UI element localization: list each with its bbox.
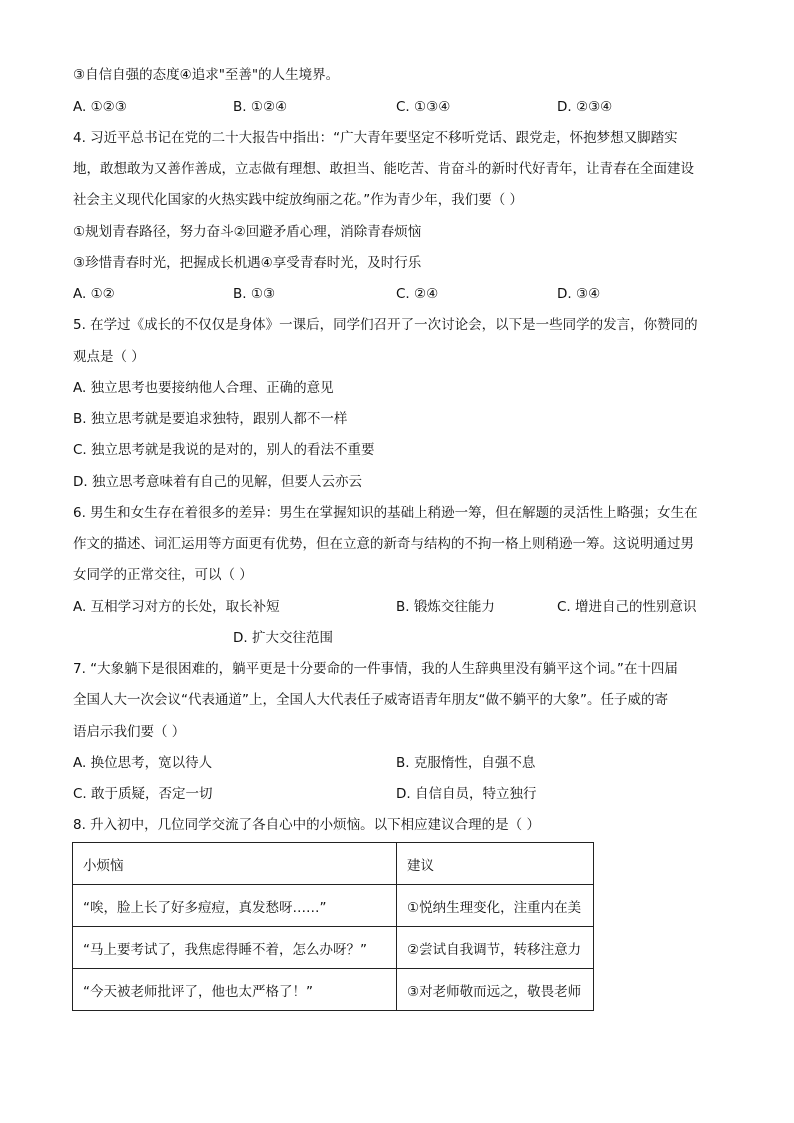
q3-statement-line: ③自信自强的态度④追求"至善"的人生境界。	[73, 67, 340, 83]
q6-option-a[interactable]: A. 互相学习对方的长处，取长补短	[73, 599, 280, 615]
q4-option-a[interactable]: A. ①②	[73, 286, 115, 302]
table-cell-worry: “唉，脸上长了好多痘痘，真发愁呀……”	[73, 885, 397, 927]
q7-stem-line-3: 语启示我们要（ ）	[73, 724, 186, 740]
q7-stem-line-2: 全国人大一次会议“代表通道”上，全国人大代表任子威寄语青年朋友“做不躺平的大象”。任子威的寄	[73, 692, 668, 708]
q4-stem-line-1: 4. 习近平总书记在党的二十大报告中指出：“广大青年要坚定不移听党话、跟党走，怀抱梦想又脚踏实	[73, 130, 678, 146]
q3-option-c[interactable]: C. ①③④	[396, 99, 451, 115]
table-cell-advice: ②尝试自我调节，转移注意力	[397, 927, 594, 969]
q5-option-b[interactable]: B. 独立思考就是要追求独特，跟别人都不一样	[73, 411, 348, 427]
q7-stem-line-1: 7. “大象躺下是很困难的，躺平更是十分要命的一件事情，我的人生辞典里没有躺平这个词。”在十四届	[73, 661, 678, 677]
table-header-advice: 建议	[397, 843, 594, 885]
q5-option-a[interactable]: A. 独立思考也要接纳他人合理、正确的意见	[73, 380, 334, 396]
q4-option-c[interactable]: C. ②④	[396, 286, 439, 302]
q7-option-c[interactable]: C. 敢于质疑，否定一切	[73, 786, 213, 802]
q5-stem-line-1: 5. 在学过《成长的不仅仅是身体》一课后，同学们召开了一次讨论会，以下是一些同学的发言，你赞同的	[73, 317, 698, 333]
table-row	[73, 927, 594, 969]
table-row	[73, 969, 594, 1011]
table-header-worry: 小烦恼	[73, 843, 397, 885]
q7-option-d[interactable]: D. 自信自员，特立独行	[396, 786, 537, 802]
q3-option-d[interactable]: D. ②③④	[557, 99, 613, 115]
q6-option-b[interactable]: B. 锻炼交往能力	[396, 599, 495, 615]
q4-stem-line-3: 社会主义现代化国家的火热实践中绽放绚丽之花。”作为青少年，我们要（ ）	[73, 192, 524, 208]
table-cell-worry: “今天被老师批评了，他也太严格了！”	[73, 969, 397, 1011]
q4-option-b[interactable]: B. ①③	[233, 286, 276, 302]
q7-option-a[interactable]: A. 换位思考，宽以待人	[73, 755, 213, 771]
q4-stem-line-2: 地，敢想敢为又善作善成，立志做有理想、敢担当、能吃苦、肯奋斗的新时代好青年，让青春在全面建设	[73, 161, 694, 177]
q6-stem-line-3: 女同学的正常交往，可以（ ）	[73, 567, 253, 583]
q5-option-c[interactable]: C. 独立思考就是我说的是对的，别人的看法不重要	[73, 442, 375, 458]
table-cell-advice: ③对老师敬而远之，敬畏老师	[397, 969, 594, 1011]
q8-table	[72, 842, 594, 1011]
q6-stem-line-1: 6. 男生和女生存在着很多的差异：男生在掌握知识的基础上稍逊一筹，但在解题的灵活性上略强；女生在	[73, 505, 698, 521]
q5-stem-line-2: 观点是（ ）	[73, 349, 145, 365]
q6-option-c[interactable]: C. 增进自己的性别意识	[557, 599, 697, 615]
table-cell-advice: ①悦纳生理变化，注重内在美	[397, 885, 594, 927]
q7-option-b[interactable]: B. 克服惰性，自强不息	[396, 755, 536, 771]
q3-option-b[interactable]: B. ①②④	[233, 99, 288, 115]
table-header-row	[73, 843, 594, 885]
table-cell-worry: “马上要考试了，我焦虑得睡不着，怎么办呀？”	[73, 927, 397, 969]
q6-option-d[interactable]: D. 扩大交往范围	[233, 630, 333, 646]
q4-statement-line-2: ③珍惜青春时光，把握成长机遇④享受青春时光，及时行乐	[73, 255, 422, 271]
q5-option-d[interactable]: D. 独立思考意味着有自己的见解，但要人云亦云	[73, 474, 362, 490]
table-row	[73, 885, 594, 927]
q4-statement-line-1: ①规划青春路径，努力奋斗②回避矛盾心理，消除青春烦恼	[73, 224, 422, 240]
q4-option-d[interactable]: D. ③④	[557, 286, 601, 302]
q6-stem-line-2: 作文的描述、词汇运用等方面更有优势，但在立意的新奇与结构的不拘一格上则稍逊一筹。这说明通过男	[73, 536, 694, 552]
q8-stem-line: 8. 升入初中，几位同学交流了各自心中的小烦恼。以下相应建议合理的是（ ）	[73, 817, 540, 833]
q3-option-a[interactable]: A. ①②③	[73, 99, 127, 115]
